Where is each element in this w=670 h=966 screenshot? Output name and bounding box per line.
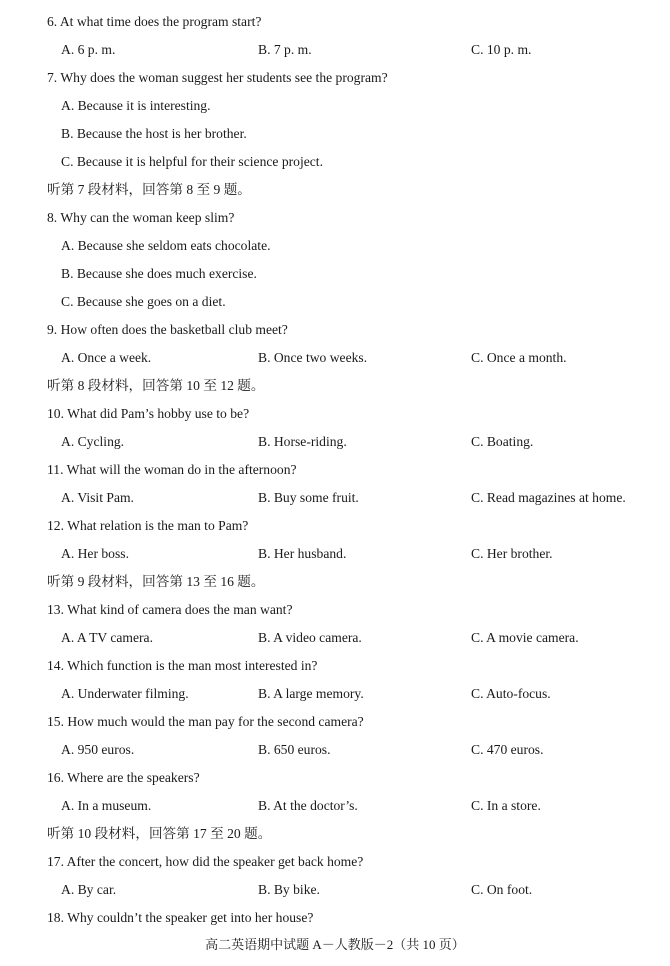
option-b: B. 7 p. m. bbox=[258, 42, 312, 57]
question-16: 16. Where are the speakers? bbox=[47, 770, 200, 785]
option-b: B. A video camera. bbox=[258, 630, 362, 645]
options-row-14 bbox=[0, 683, 670, 705]
option-c: C. Because she goes on a diet. bbox=[61, 294, 226, 309]
option-a: A. 6 p. m. bbox=[61, 42, 116, 57]
question-11: 11. What will the woman do in the afternoon? bbox=[47, 462, 297, 477]
option-a: A. Visit Pam. bbox=[61, 490, 134, 505]
option-c: C. Once a month. bbox=[471, 350, 567, 365]
question-17: 17. After the concert, how did the speaker get back home? bbox=[47, 854, 364, 869]
option-c: C. Boating. bbox=[471, 434, 534, 449]
question-10: 10. What did Pam’s hobby use to be? bbox=[47, 406, 250, 421]
option-c: C. Auto-focus. bbox=[471, 686, 551, 701]
options-row-17 bbox=[0, 879, 670, 901]
question-14: 14. Which function is the man most interested in? bbox=[47, 658, 318, 673]
option-a: A. Her boss. bbox=[61, 546, 129, 561]
question-18: 18. Why couldn’t the speaker get into her house? bbox=[47, 910, 314, 925]
option-c: C. 470 euros. bbox=[471, 742, 544, 757]
option-b: B. Because the host is her brother. bbox=[61, 126, 247, 141]
option-a: A. By car. bbox=[61, 882, 117, 897]
option-b: B. 650 euros. bbox=[258, 742, 331, 757]
option-a: A. 950 euros. bbox=[61, 742, 135, 757]
option-c: C. 10 p. m. bbox=[471, 42, 532, 57]
section-instruction-8: 听第 8 段材料，回答第 10 至 12 题。 bbox=[47, 378, 265, 393]
question-8: 8. Why can the woman keep slim? bbox=[47, 210, 235, 225]
options-row-15 bbox=[0, 739, 670, 761]
option-a: A. Cycling. bbox=[61, 434, 125, 449]
page-footer: 高二英语期中试题 A－人教版－2（共 10 页） bbox=[205, 937, 465, 952]
options-row-9 bbox=[0, 347, 670, 369]
question-12: 12. What relation is the man to Pam? bbox=[47, 518, 249, 533]
options-row-11 bbox=[0, 487, 670, 509]
option-b: B. Buy some fruit. bbox=[258, 490, 359, 505]
section-instruction-7: 听第 7 段材料，回答第 8 至 9 题。 bbox=[47, 182, 251, 197]
option-b: B. At the doctor’s. bbox=[258, 798, 358, 813]
option-a: A. Once a week. bbox=[61, 350, 152, 365]
option-b: B. Her husband. bbox=[258, 546, 347, 561]
option-b: B. Because she does much exercise. bbox=[61, 266, 257, 281]
question-6: 6. At what time does the program start? bbox=[47, 14, 262, 29]
option-b: B. Once two weeks. bbox=[258, 350, 368, 365]
option-c: C. Her brother. bbox=[471, 546, 553, 561]
option-b: B. Horse-riding. bbox=[258, 434, 347, 449]
option-a: A. Because it is interesting. bbox=[61, 98, 211, 113]
option-a: A. In a museum. bbox=[61, 798, 152, 813]
option-c: C. Read magazines at home. bbox=[471, 490, 626, 505]
options-row-16 bbox=[0, 795, 670, 817]
options-row-6 bbox=[0, 39, 670, 61]
option-c: C. On foot. bbox=[471, 882, 533, 897]
option-c: C. A movie camera. bbox=[471, 630, 579, 645]
options-row-12 bbox=[0, 543, 670, 565]
option-c: C. Because it is helpful for their science project. bbox=[61, 154, 323, 169]
option-b: B. A large memory. bbox=[258, 686, 364, 701]
option-a: A. Because she seldom eats chocolate. bbox=[61, 238, 271, 253]
options-row-10 bbox=[0, 431, 670, 453]
option-b: B. By bike. bbox=[258, 882, 320, 897]
question-7: 7. Why does the woman suggest her students see the program? bbox=[47, 70, 388, 85]
question-13: 13. What kind of camera does the man want? bbox=[47, 602, 293, 617]
question-9: 9. How often does the basketball club meet? bbox=[47, 322, 288, 337]
option-c: C. In a store. bbox=[471, 798, 541, 813]
question-15: 15. How much would the man pay for the second camera? bbox=[47, 714, 364, 729]
section-instruction-9: 听第 9 段材料，回答第 13 至 16 题。 bbox=[47, 574, 265, 589]
section-instruction-10: 听第 10 段材料，回答第 17 至 20 题。 bbox=[47, 826, 272, 841]
option-a: A. Underwater filming. bbox=[61, 686, 189, 701]
option-a: A. A TV camera. bbox=[61, 630, 153, 645]
options-row-13 bbox=[0, 627, 670, 649]
